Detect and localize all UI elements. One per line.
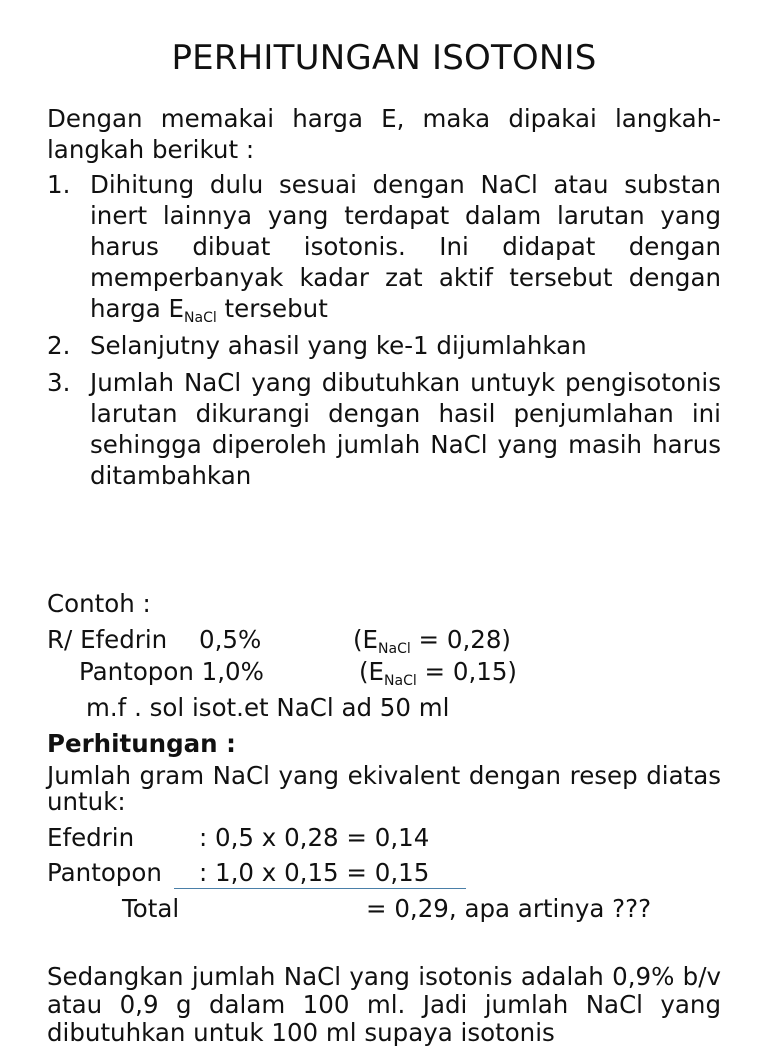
step-item-2 — [47, 330, 721, 361]
conclusion-paragraph: Sedangkan jumlah NaCl yang isotonis adalah 0,9% b/v atau 0,9 g dalam 100 ml. Jadi jumlah NaCl yang dibutuhkan untuk 100 ml supaya isotonis — [47, 962, 721, 1047]
intro-paragraph: Dengan memakai harga E, maka dipakai langkah-langkah berikut : — [47, 104, 721, 164]
step-text: Selanjutny ahasil yang ke-1 dijumlahkan — [90, 331, 587, 360]
e-rest: = 0,15) — [416, 657, 517, 686]
step-subscript: NaCl — [184, 310, 217, 326]
example-label: Contoh : — [47, 589, 151, 618]
recipe-line-2-e-value — [359, 657, 517, 687]
step-item-3 — [47, 367, 721, 491]
calculation-description: Jumlah gram NaCl yang ekivalent dengan resep diatas untuk: — [47, 761, 721, 816]
e-subscript: NaCl — [384, 673, 417, 689]
step-number: 2. — [47, 331, 71, 360]
step-number: 1. — [47, 170, 71, 199]
instructions-block — [47, 103, 721, 497]
step-text-after: tersebut — [216, 294, 328, 323]
recipe-line-1-name: R/ Efedrin — [47, 625, 168, 654]
calc-row-2-expression: : 1,0 x 0,15 = 0,15 — [199, 858, 430, 887]
step-number: 3. — [47, 368, 71, 397]
step-text: Dihitung dulu sesuai dengan NaCl atau substan inert lainnya yang terdapat dalam larutan yang harus dibuat isotonis. Ini didapat dengan memperbanyak kadar zat aktif tersebut dengan harga E — [90, 170, 721, 323]
e-open: (E — [359, 657, 385, 686]
recipe-line-2-name: Pantopon 1,0% — [79, 657, 264, 686]
recipe-line-1-percent: 0,5% — [199, 625, 262, 654]
calc-row-1-expression: : 0,5 x 0,28 = 0,14 — [199, 823, 430, 852]
total-value: = 0,29, apa artinya ??? — [366, 894, 652, 923]
e-open: (E — [353, 625, 379, 654]
step-text: Jumlah NaCl yang dibutuhkan untuyk pengisotonis larutan dikurangi dengan hasil penjumlahan ini sehingga diperoleh jumlah NaCl yang masih harus ditambahkan — [90, 368, 721, 490]
sum-divider-line — [174, 888, 466, 889]
total-label: Total — [122, 894, 180, 923]
page-title: PERHITUNGAN ISOTONIS — [171, 38, 597, 78]
step-item-1 — [47, 169, 721, 324]
recipe-line-1-e-value — [353, 625, 511, 655]
e-rest: = 0,28) — [410, 625, 511, 654]
steps-list — [47, 169, 721, 491]
calc-row-2-name: Pantopon — [47, 858, 162, 887]
calc-row-1-name: Efedrin — [47, 823, 135, 852]
recipe-mf-line: m.f . sol isot.et NaCl ad 50 ml — [86, 693, 450, 722]
e-subscript: NaCl — [378, 641, 411, 657]
calculation-heading: Perhitungan : — [47, 729, 236, 758]
